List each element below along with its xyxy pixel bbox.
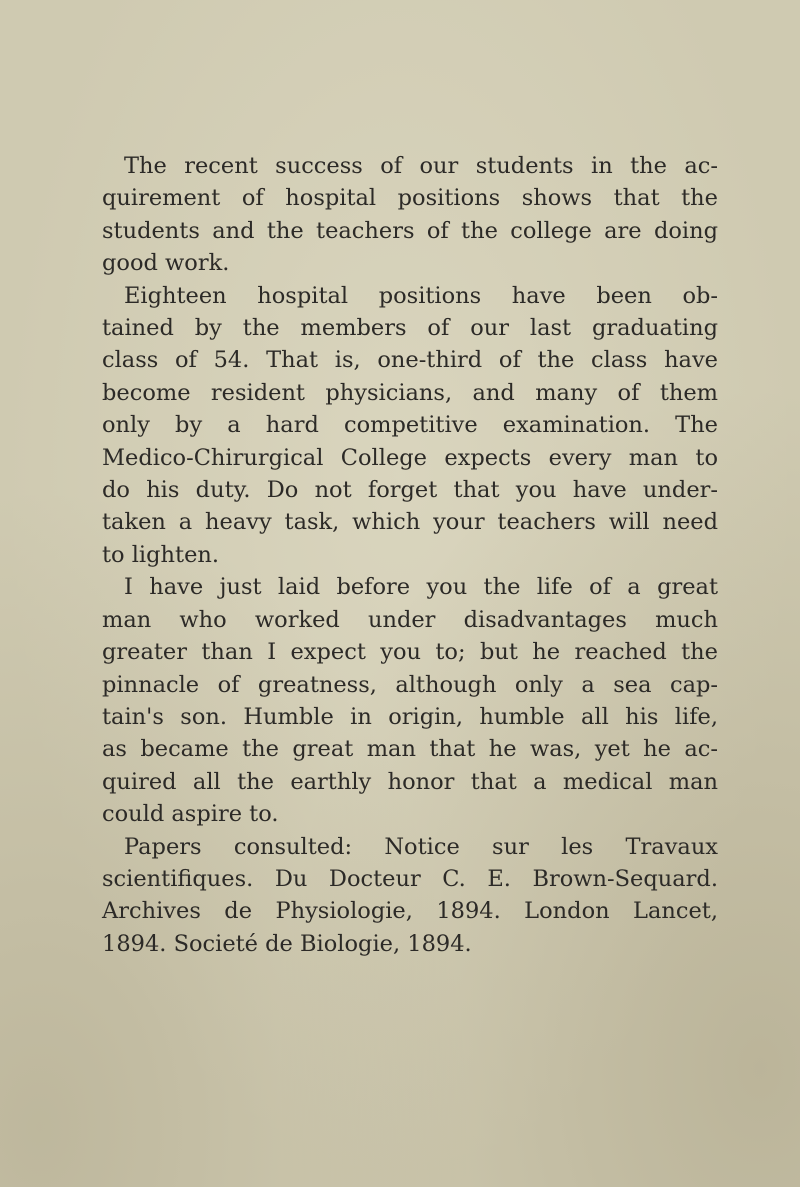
text-line: do his duty. Do not forget that you have under- [102,477,718,504]
text-line: Medico-Chirurgical College expects every man to [102,444,718,471]
text-line: class of 54. That is, one-third of the class have [102,347,718,374]
text-line: The recent success of our students in the ac- [124,153,718,179]
text-line: Eighteen hospital positions have been ob- [124,282,718,309]
text-line: Archives de Physiologie, 1894. London Lancet, [102,898,718,925]
text-line: to lighten. [102,541,220,568]
text-line: taken a heavy task, which your teachers will need [102,509,718,536]
text-line: could aspire to. [102,801,279,828]
paragraph-hospital-positions [102,280,718,572]
text-line: Papers consulted: Notice sur les Travaux [124,833,718,860]
text-line: become resident physicians, and many of them [102,379,718,406]
paragraph-papers-consulted [102,831,718,961]
text-line: tained by the members of our last graduating [102,315,718,342]
text-line: pinnacle of greatness, although only a sea cap- [102,671,718,698]
text-line: as became the great man that he was, yet he ac- [102,736,718,763]
text-line: tain's son. Humble in origin, humble all his life, [102,703,718,730]
text-line: only by a hard competitive examination. The [102,412,718,439]
paragraph-great-man [102,571,718,830]
text-line: man who worked under disadvantages much [102,606,718,633]
text-line: scientifiques. Du Docteur C. E. Brown-Sequard. [102,865,718,892]
text-line: I have just laid before you the life of a great [124,574,718,601]
text-line: greater than I expect you to; but he reached the [102,639,718,666]
text-line: 1894. Societé de Biologie, 1894. [102,930,472,957]
text-line: quired all the earthly honor that a medical man [102,768,718,795]
text-line: quirement of hospital positions shows that the [102,185,718,212]
text-line: good work. [102,250,230,277]
text-line: students and the teachers of the college are doing [102,217,718,244]
page-body [102,150,718,960]
paragraph-student-success [102,150,718,280]
